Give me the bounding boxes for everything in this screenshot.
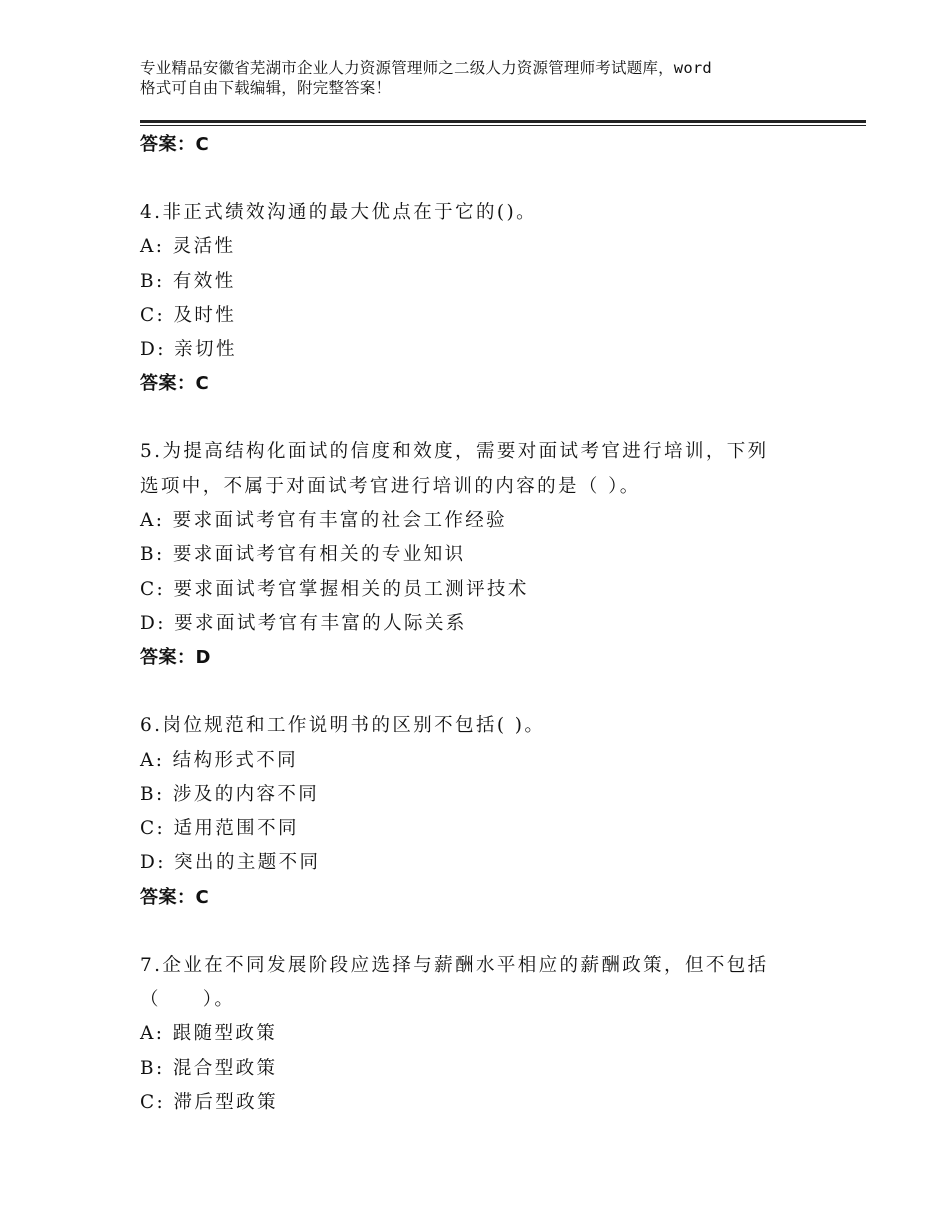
header-rule-thick [140, 120, 866, 123]
question-6 [140, 709, 820, 914]
header-line-2: 格式可自由下载编辑，附完整答案！ [140, 79, 392, 97]
option-b: B: 涉及的内容不同 [140, 783, 320, 805]
option-a: A: 跟随型政策 [140, 1023, 278, 1045]
question-stem-line-2: 选项中，不属于对面试考官进行培训的内容的是（ ）。 [140, 475, 641, 497]
option-c: C: 滞后型政策 [140, 1091, 278, 1113]
answer-line: 答案：D [140, 647, 211, 669]
question-7 [140, 949, 820, 1120]
option-a: A: 结构形式不同 [140, 749, 299, 771]
question-stem-line-2: （ ）。 [140, 989, 236, 1011]
question-stem-line-1: 7.企业在不同发展阶段应选择与薪酬水平相应的薪酬政策，但不包括 [140, 954, 769, 976]
spacer [140, 675, 820, 709]
question-stem: 4.非正式绩效沟通的最大优点在于它的()。 [140, 202, 537, 223]
option-b: B: 有效性 [140, 270, 236, 292]
answer-line: 答案：C [140, 373, 210, 395]
spacer [140, 162, 820, 196]
question-stem: 6.岗位规范和工作说明书的区别不包括( )。 [140, 715, 546, 737]
option-d: D: 突出的主题不同 [140, 852, 321, 874]
option-c: C: 要求面试考官掌握相关的员工测评技术 [140, 578, 529, 600]
header-rule-thin [140, 125, 866, 126]
option-c: C: 适用范围不同 [140, 818, 299, 840]
spacer [140, 915, 820, 949]
option-b: B: 要求面试考官有相关的专业知识 [140, 544, 466, 566]
option-d: D: 要求面试考官有丰富的人际关系 [140, 612, 467, 634]
question-list [140, 128, 820, 1120]
option-a: A: 要求面试考官有丰富的社会工作经验 [140, 510, 508, 532]
document-header [140, 58, 850, 98]
option-d: D: 亲切性 [140, 339, 237, 361]
answer-line: 答案：C [140, 886, 210, 908]
spacer [140, 401, 820, 435]
option-c: C: 及时性 [140, 304, 237, 326]
answer-line: 答案：C [140, 134, 210, 155]
question-stem-line-1: 5.为提高结构化面试的信度和效度，需要对面试考官进行培训，下列 [140, 441, 769, 463]
question-4 [140, 196, 820, 401]
header-line-1: 专业精品安徽省芜湖市企业人力资源管理师之二级人力资源管理师考试题库，word [140, 59, 712, 77]
question-5 [140, 435, 820, 675]
option-b: B: 混合型政策 [140, 1057, 278, 1079]
option-a: A: 灵活性 [140, 236, 236, 258]
